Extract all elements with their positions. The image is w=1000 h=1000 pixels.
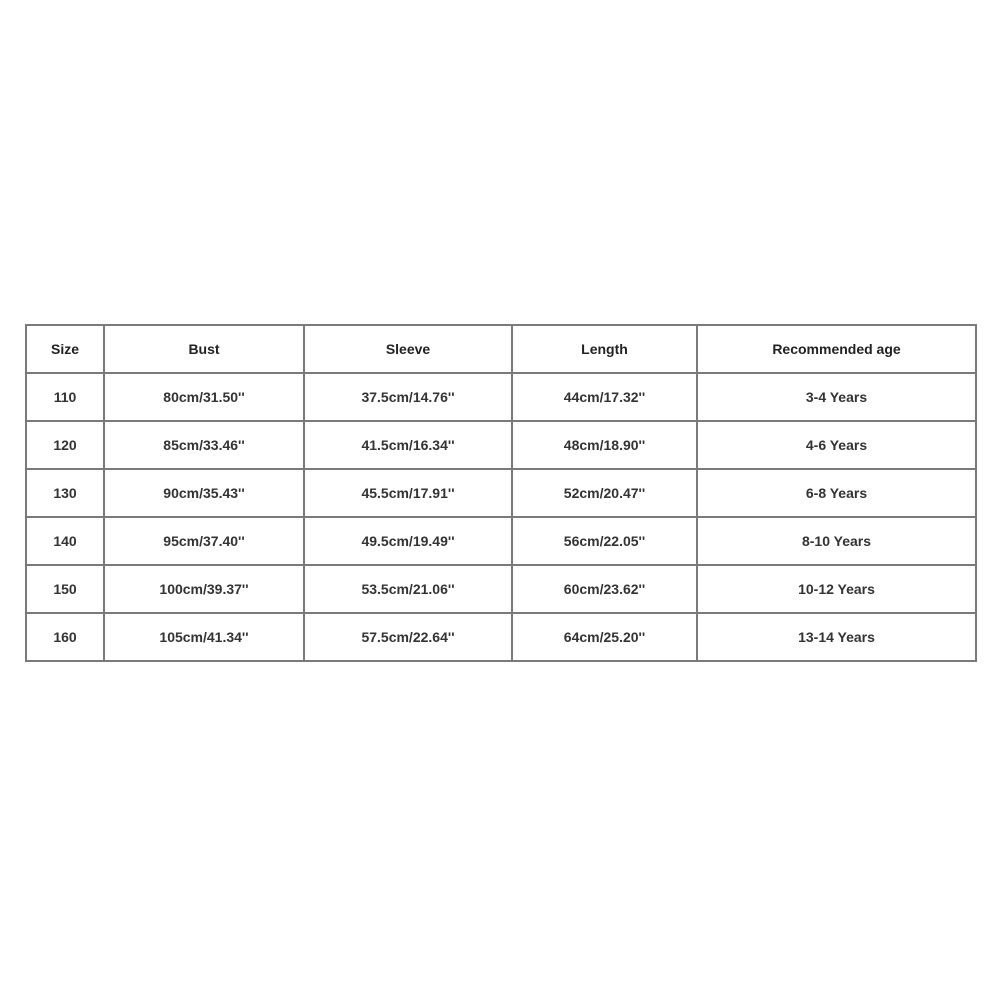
cell-length: 56cm/22.05'' <box>512 517 697 565</box>
cell-length: 64cm/25.20'' <box>512 613 697 661</box>
table-row <box>26 421 976 469</box>
header-length: Length <box>512 325 697 373</box>
table-row <box>26 373 976 421</box>
header-recommended-age: Recommended age <box>697 325 976 373</box>
cell-sleeve: 37.5cm/14.76'' <box>304 373 512 421</box>
table-row <box>26 565 976 613</box>
cell-recommended-age: 8-10 Years <box>697 517 976 565</box>
header-bust: Bust <box>104 325 304 373</box>
size-chart-table <box>25 324 977 662</box>
cell-size: 130 <box>26 469 104 517</box>
table-row <box>26 613 976 661</box>
cell-bust: 105cm/41.34'' <box>104 613 304 661</box>
header-size: Size <box>26 325 104 373</box>
cell-size: 160 <box>26 613 104 661</box>
cell-bust: 95cm/37.40'' <box>104 517 304 565</box>
cell-sleeve: 57.5cm/22.64'' <box>304 613 512 661</box>
table-row <box>26 517 976 565</box>
cell-size: 140 <box>26 517 104 565</box>
cell-size: 110 <box>26 373 104 421</box>
cell-bust: 100cm/39.37'' <box>104 565 304 613</box>
table-row <box>26 469 976 517</box>
cell-recommended-age: 4-6 Years <box>697 421 976 469</box>
cell-bust: 85cm/33.46'' <box>104 421 304 469</box>
cell-recommended-age: 13-14 Years <box>697 613 976 661</box>
cell-length: 44cm/17.32'' <box>512 373 697 421</box>
cell-length: 48cm/18.90'' <box>512 421 697 469</box>
table-header-row <box>26 325 976 373</box>
cell-recommended-age: 6-8 Years <box>697 469 976 517</box>
cell-bust: 90cm/35.43'' <box>104 469 304 517</box>
cell-sleeve: 45.5cm/17.91'' <box>304 469 512 517</box>
header-sleeve: Sleeve <box>304 325 512 373</box>
cell-recommended-age: 3-4 Years <box>697 373 976 421</box>
cell-length: 52cm/20.47'' <box>512 469 697 517</box>
cell-size: 150 <box>26 565 104 613</box>
cell-sleeve: 41.5cm/16.34'' <box>304 421 512 469</box>
cell-length: 60cm/23.62'' <box>512 565 697 613</box>
cell-sleeve: 53.5cm/21.06'' <box>304 565 512 613</box>
cell-recommended-age: 10-12 Years <box>697 565 976 613</box>
cell-size: 120 <box>26 421 104 469</box>
cell-bust: 80cm/31.50'' <box>104 373 304 421</box>
cell-sleeve: 49.5cm/19.49'' <box>304 517 512 565</box>
